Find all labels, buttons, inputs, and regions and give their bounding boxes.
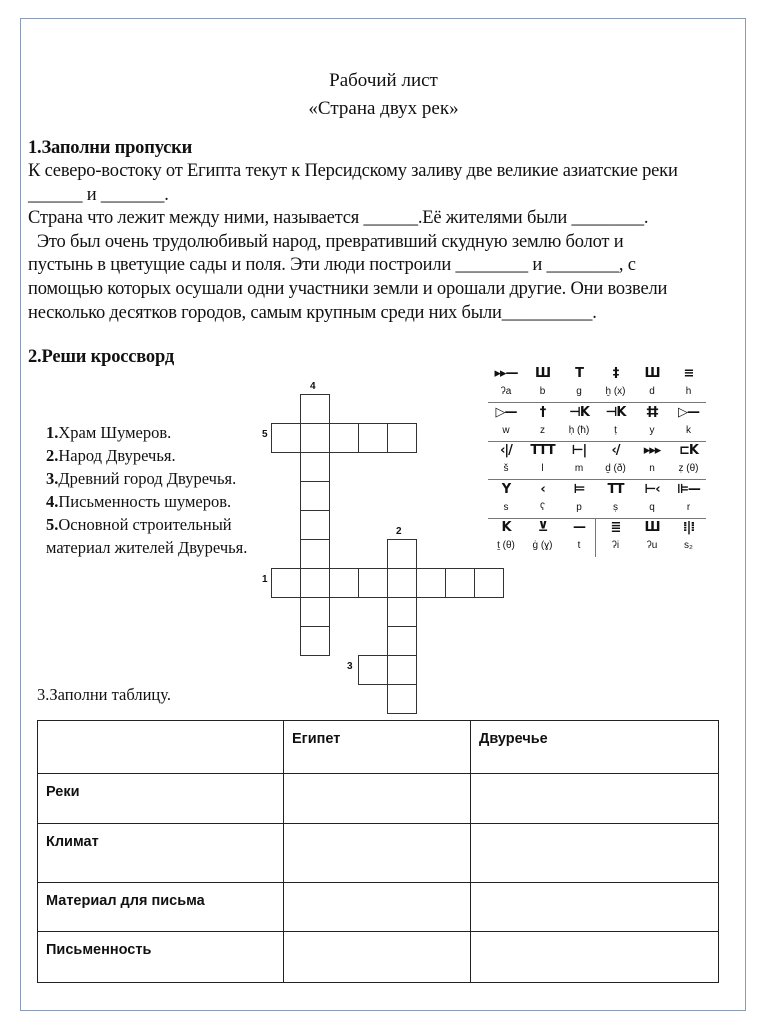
cuneiform-glyph: Ш bbox=[644, 520, 660, 535]
cell-egypt[interactable] bbox=[284, 824, 471, 883]
crossword-cell[interactable] bbox=[387, 597, 417, 627]
crossword-number: 5 bbox=[262, 429, 268, 440]
cuneiform-glyph: T bbox=[575, 366, 583, 381]
cuneiform-glyph: ▷— bbox=[678, 404, 699, 420]
header-cell-empty bbox=[38, 721, 284, 774]
cuneiform-label: ḫ (x) bbox=[605, 386, 626, 397]
cuneiform-label: t bbox=[577, 540, 581, 551]
crossword-cell[interactable] bbox=[358, 568, 388, 598]
clue-text: Древний город Двуречья. bbox=[58, 469, 237, 488]
crossword-clue bbox=[46, 515, 232, 535]
crossword-cell[interactable] bbox=[445, 568, 475, 598]
cuneiform-glyph: ⊏K bbox=[679, 443, 698, 458]
paragraph-line: несколько десятков городов, самым крупным среди них были__________. bbox=[28, 302, 597, 323]
cell-mesopotamia[interactable] bbox=[471, 932, 719, 983]
cuneiform-label: y bbox=[649, 424, 655, 436]
cuneiform-glyph: TTT bbox=[530, 443, 555, 458]
cell-egypt[interactable] bbox=[284, 883, 471, 932]
cuneiform-glyph: Ш bbox=[534, 366, 551, 381]
paragraph-line: Страна что лежит между ними, называется ______.Её жителями были ________. bbox=[28, 208, 649, 229]
cuneiform-label: r bbox=[686, 501, 691, 513]
cuneiform-glyph: ≡ bbox=[683, 366, 694, 381]
clue-number: 2. bbox=[46, 446, 59, 465]
clue-number: 1. bbox=[46, 423, 59, 442]
cell-egypt[interactable] bbox=[284, 774, 471, 824]
clue-number: 4. bbox=[46, 492, 59, 511]
paragraph-line: ______ и _______. bbox=[28, 184, 169, 205]
cuneiform-glyph: ⊢| bbox=[571, 443, 587, 458]
crossword-clue bbox=[46, 423, 171, 443]
comparison-table bbox=[37, 720, 719, 983]
header-cell-mesopotamia: Двуречье bbox=[471, 721, 719, 774]
row-label: Климат bbox=[38, 824, 284, 883]
crossword-cell[interactable] bbox=[387, 684, 417, 714]
cuneiform-glyph: Ш bbox=[644, 366, 660, 381]
cuneiform-label: n bbox=[649, 463, 655, 474]
cuneiform-label: ṭ bbox=[614, 424, 617, 436]
crossword-cell[interactable] bbox=[300, 539, 330, 569]
cuneiform-glyph: ▸▸— bbox=[494, 366, 518, 381]
section2-heading: 2.Реши кроссворд bbox=[28, 347, 174, 367]
cuneiform-glyph: ‹ bbox=[540, 481, 545, 497]
cuneiform-label: h bbox=[685, 386, 692, 397]
clue-text: Основной строительный bbox=[58, 515, 232, 534]
paragraph-line: помощью которых осушали одни участники земли и орошали другие. Они возвели bbox=[28, 279, 668, 299]
cuneiform-label: b bbox=[539, 386, 546, 397]
cuneiform-label: š bbox=[503, 463, 509, 474]
crossword-cell[interactable] bbox=[387, 539, 417, 569]
cuneiform-glyph: ‡‡ bbox=[646, 404, 658, 420]
crossword-cell[interactable] bbox=[329, 423, 359, 453]
crossword-cell[interactable] bbox=[358, 655, 388, 685]
clue-number: 5. bbox=[46, 515, 59, 534]
cell-egypt[interactable] bbox=[284, 932, 471, 983]
crossword-cell[interactable] bbox=[474, 568, 504, 598]
clue-text: материал жителей Двуречья. bbox=[46, 538, 248, 557]
paragraph-line: пустынь в цветущие сады и поля. Эти люди построили ________ и ________, с bbox=[28, 255, 636, 276]
crossword-cell[interactable] bbox=[271, 568, 301, 598]
title-line-2: «Страна двух рек» bbox=[308, 98, 459, 119]
clue-text: Письменность шумеров. bbox=[58, 492, 232, 511]
cuneiform-glyph: ≣ bbox=[610, 520, 621, 535]
cuneiform-glyph: ⁞|⁞ bbox=[682, 520, 695, 535]
crossword-number: 4 bbox=[310, 381, 316, 392]
cuneiform-label: ṣ bbox=[613, 501, 618, 513]
crossword-cell[interactable] bbox=[271, 423, 301, 453]
crossword-cell[interactable] bbox=[358, 423, 388, 453]
cuneiform-row bbox=[488, 519, 706, 557]
cell-mesopotamia[interactable] bbox=[471, 774, 719, 824]
cuneiform-label: l bbox=[541, 463, 544, 474]
table-row bbox=[38, 883, 719, 932]
cuneiform-label: ʕ bbox=[540, 501, 545, 513]
section3-heading: 3.Заполни таблицу. bbox=[37, 685, 171, 704]
cuneiform-label: ṯ (θ) bbox=[497, 540, 515, 551]
cuneiform-label: ḏ (ð) bbox=[605, 463, 626, 474]
cuneiform-label: m bbox=[574, 463, 584, 474]
paragraph-line: Это был очень трудолюбивый народ, превративший скудную землю болот и bbox=[28, 231, 624, 252]
cuneiform-row bbox=[488, 481, 706, 519]
cuneiform-label: ġ (ɣ) bbox=[532, 540, 553, 551]
clue-text: Народ Двуречья. bbox=[58, 446, 176, 465]
table-header-row bbox=[38, 721, 719, 774]
crossword-cell[interactable] bbox=[300, 597, 330, 627]
paragraph-line: К северо-востоку от Египта текут к Персидскому заливу две великие азиатские реки bbox=[28, 161, 678, 181]
cuneiform-label: w bbox=[502, 424, 510, 436]
cuneiform-glyph: TT bbox=[607, 481, 624, 497]
cuneiform-glyph: ▷— bbox=[495, 404, 517, 420]
clue-text: Храм Шумеров. bbox=[58, 423, 172, 442]
table-row bbox=[38, 932, 719, 983]
crossword-cell[interactable] bbox=[300, 423, 330, 453]
cuneiform-label: k bbox=[686, 424, 691, 436]
cuneiform-label: z bbox=[540, 424, 545, 436]
cuneiform-glyph: ⊣K bbox=[605, 404, 626, 420]
crossword-cell[interactable] bbox=[300, 568, 330, 598]
cuneiform-glyph: Y bbox=[501, 481, 511, 497]
cuneiform-label: ḥ (ħ) bbox=[568, 424, 590, 436]
section1-heading: 1.Заполни пропуски bbox=[28, 138, 193, 158]
row-label: Материал для письма bbox=[38, 883, 284, 932]
crossword-cell[interactable] bbox=[329, 568, 359, 598]
crossword-cell[interactable] bbox=[387, 626, 417, 656]
cuneiform-glyph: ▸▸▸ bbox=[643, 443, 661, 458]
divider bbox=[595, 519, 596, 557]
cuneiform-label: s bbox=[503, 501, 509, 513]
crossword-clue bbox=[46, 446, 176, 466]
cuneiform-glyph: ‹|/ bbox=[500, 443, 512, 458]
cuneiform-glyph: ‹/ bbox=[611, 443, 620, 458]
cuneiform-row bbox=[488, 442, 706, 480]
cuneiform-label: ẓ (θ) bbox=[678, 463, 699, 474]
clue-number: 3. bbox=[46, 469, 59, 488]
table-row bbox=[38, 774, 719, 824]
crossword-cell[interactable] bbox=[387, 568, 417, 598]
row-label: Письменность bbox=[38, 932, 284, 983]
cuneiform-glyph: ⊣K bbox=[569, 404, 589, 420]
cell-mesopotamia[interactable] bbox=[471, 883, 719, 932]
cell-mesopotamia[interactable] bbox=[471, 824, 719, 883]
cuneiform-label: ʔu bbox=[646, 540, 658, 551]
cuneiform-glyph: ⊻ bbox=[537, 520, 548, 535]
crossword-cell[interactable] bbox=[300, 626, 330, 656]
cuneiform-label: g bbox=[576, 386, 582, 397]
cuneiform-label: d bbox=[649, 386, 655, 397]
crossword-number: 3 bbox=[347, 661, 353, 672]
title-line-1: Рабочий лист bbox=[329, 70, 438, 91]
cuneiform-glyph: † bbox=[539, 404, 546, 420]
cuneiform-label: ʔi bbox=[611, 540, 620, 551]
cuneiform-glyph: K bbox=[501, 520, 511, 535]
crossword-number: 2 bbox=[396, 526, 402, 537]
cuneiform-glyph: ‡ bbox=[612, 366, 619, 381]
crossword-cell[interactable] bbox=[300, 481, 330, 511]
cuneiform-glyph: — bbox=[573, 520, 585, 535]
crossword-number: 1 bbox=[262, 574, 268, 585]
cuneiform-glyph: ⊨ bbox=[573, 481, 585, 497]
crossword-cell[interactable] bbox=[300, 394, 330, 424]
crossword-cell[interactable] bbox=[416, 568, 446, 598]
cuneiform-row bbox=[488, 365, 706, 403]
header-cell-egypt: Египет bbox=[284, 721, 471, 774]
cuneiform-glyph: ⊢‹ bbox=[644, 481, 660, 497]
cuneiform-alphabet-chart bbox=[488, 365, 706, 560]
cuneiform-row bbox=[488, 404, 706, 442]
crossword-clue bbox=[46, 538, 247, 558]
cuneiform-label: p bbox=[576, 501, 582, 513]
row-label: Реки bbox=[38, 774, 284, 824]
cuneiform-label: ʔa bbox=[500, 386, 512, 397]
cuneiform-label: s₂ bbox=[684, 540, 693, 551]
cuneiform-label: q bbox=[649, 501, 655, 513]
table-row bbox=[38, 824, 719, 883]
crossword-clue bbox=[46, 492, 231, 512]
crossword-cell[interactable] bbox=[300, 452, 330, 482]
cuneiform-glyph: ⊫— bbox=[677, 481, 700, 497]
crossword-cell[interactable] bbox=[387, 423, 417, 453]
crossword-clue bbox=[46, 469, 236, 489]
crossword-cell[interactable] bbox=[300, 510, 330, 540]
crossword-cell[interactable] bbox=[387, 655, 417, 685]
